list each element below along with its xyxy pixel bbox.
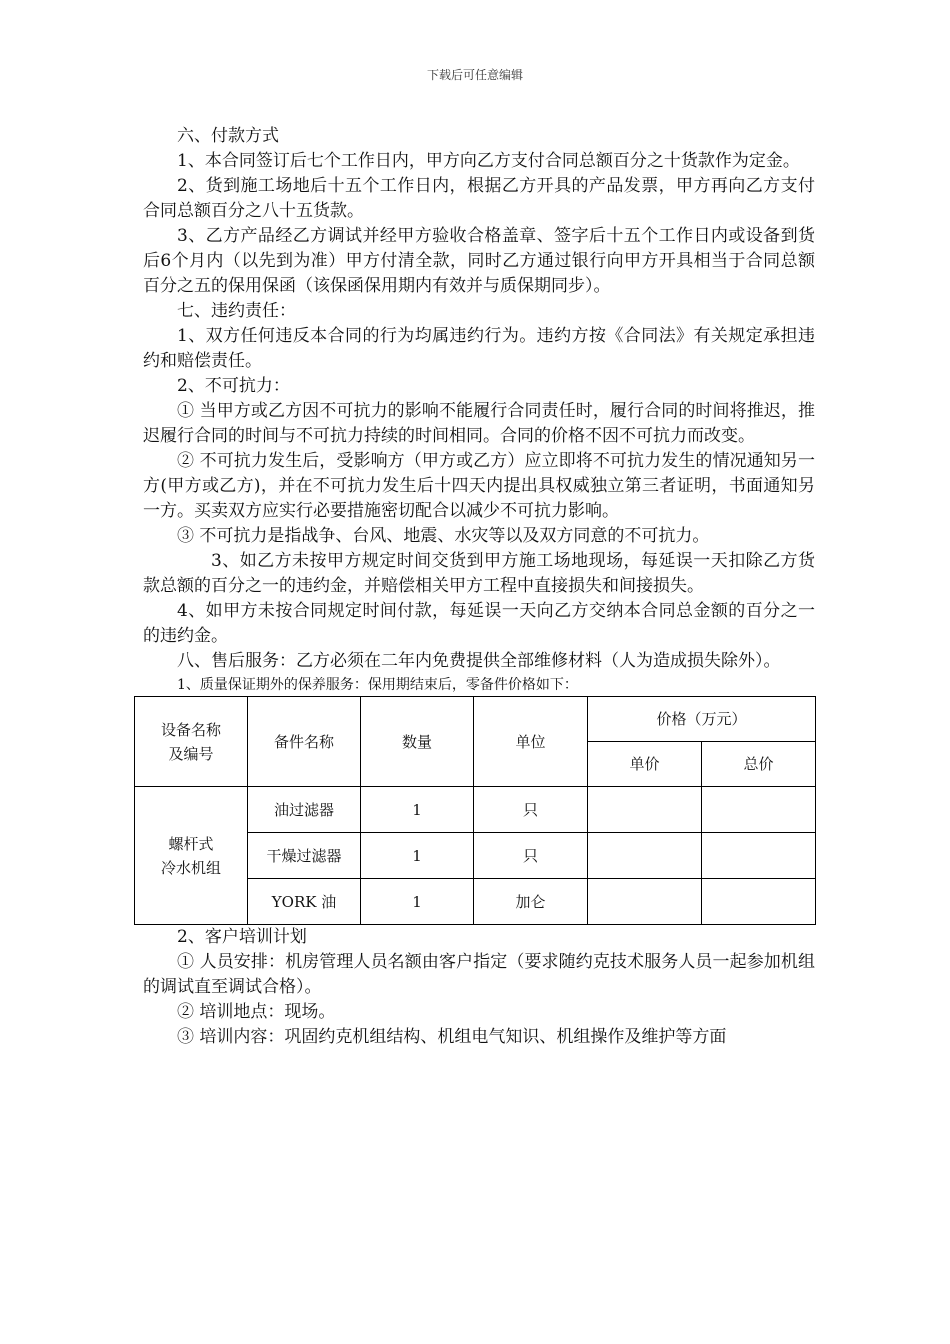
page-header: 下载后可任意编辑 [426,68,523,82]
part-cell: 干燥过滤器 [248,833,361,879]
document-body [143,124,815,1050]
force-majeure-title: 2、不可抗力： [177,376,290,396]
header-price: 价格（万元） [588,697,816,742]
unit-cell: 加仑 [474,879,588,925]
force-majeure-item-1: ① 当甲方或乙方因不可抗力的影响不能履行合同责任时，履行合同的时间将推迟，推迟履行合同的时间与不可抗力持续的时间相同。合同的价格不因不可抗力而改变。 [143,401,815,446]
liability-clause-4: 4、如甲方未按合同规定时间付款，每延误一天向乙方交纳本合同总金额的百分之一的违约金。 [143,601,815,646]
training-plan-title: 2、客户培训计划 [177,927,307,947]
liability-clause-1: 1、双方任何违反本合同的行为均属违约行为。违约方按《合同法》有关规定承担违约和赔偿责任。 [143,326,815,371]
qty-cell: 1 [361,787,474,833]
liability-clause-3: 3、如乙方未按甲方规定时间交货到甲方施工场地现场，每延误一天扣除乙方货款总额的百分之一的违约金，并赔偿相关甲方工程中直接损失和间接损失。 [143,551,815,596]
payment-clause-3: 3、乙方产品经乙方调试并经甲方验收合格盖章、签字后十五个工作日内或设备到货后6个月内（以先到为准）甲方付清全款，同时乙方通过银行向甲方开具相当于合同总额百分之五的保用保函（该保函保用期内有效并与质保期同步）。 [143,226,815,296]
header-unit: 单位 [474,697,588,787]
unit-price-cell [588,879,702,925]
part-cell: 油过滤器 [248,787,361,833]
payment-clause-2: 2、货到施工场地后十五个工作日内，根据乙方开具的产品发票，甲方再向乙方支付合同总额百分之八十五货款。 [143,176,815,221]
device-name-cell: 螺杆式 冷水机组 [135,787,248,925]
unit-price-cell [588,787,702,833]
part-cell: YORK 油 [248,879,361,925]
unit-cell: 只 [474,833,588,879]
qty-cell: 1 [361,833,474,879]
header-device: 设备名称 及编号 [135,697,248,787]
header-unit-price: 单价 [588,742,702,787]
table-caption: 1、质量保证期外的保养服务：保用期结束后，零备件价格如下： [177,677,578,693]
section-8-title: 八、售后服务：乙方必须在二年内免费提供全部维修材料（人为造成损失除外）。 [177,651,781,671]
unit-cell: 只 [474,787,588,833]
table-row [135,787,816,833]
qty-cell: 1 [361,879,474,925]
section-6-title: 六、付款方式 [177,126,279,146]
section-7-title: 七、违约责任： [177,301,296,321]
training-staff: ① 人员安排：机房管理人员名额由客户指定（要求随约克技术服务人员一起参加机组的调试直至调试合格）。 [143,952,815,997]
unit-price-cell [588,833,702,879]
total-price-cell [702,833,816,879]
header-total-price: 总价 [702,742,816,787]
header-part: 备件名称 [248,697,361,787]
total-price-cell [702,879,816,925]
training-content: ③ 培训内容：巩固约克机组结构、机组电气知识、机组操作及维护等方面 [177,1027,727,1047]
training-location: ② 培训地点：现场。 [177,1002,336,1022]
force-majeure-item-2: ② 不可抗力发生后，受影响方（甲方或乙方）应立即将不可抗力发生的情况通知另一方(甲方或乙方)，并在不可抗力发生后十四天内提出具权威独立第三者证明，书面通知另一方。买卖双方应实行必要措施密切配合以减少不可抗力影响。 [143,451,815,521]
header-qty: 数量 [361,697,474,787]
force-majeure-item-3: ③ 不可抗力是指战争、台风、地震、水灾等以及双方同意的不可抗力。 [177,526,710,546]
payment-clause-1: 1、本合同签订后七个工作日内，甲方向乙方支付合同总额百分之十货款作为定金。 [177,151,800,171]
spare-parts-table [134,696,816,925]
total-price-cell [702,787,816,833]
